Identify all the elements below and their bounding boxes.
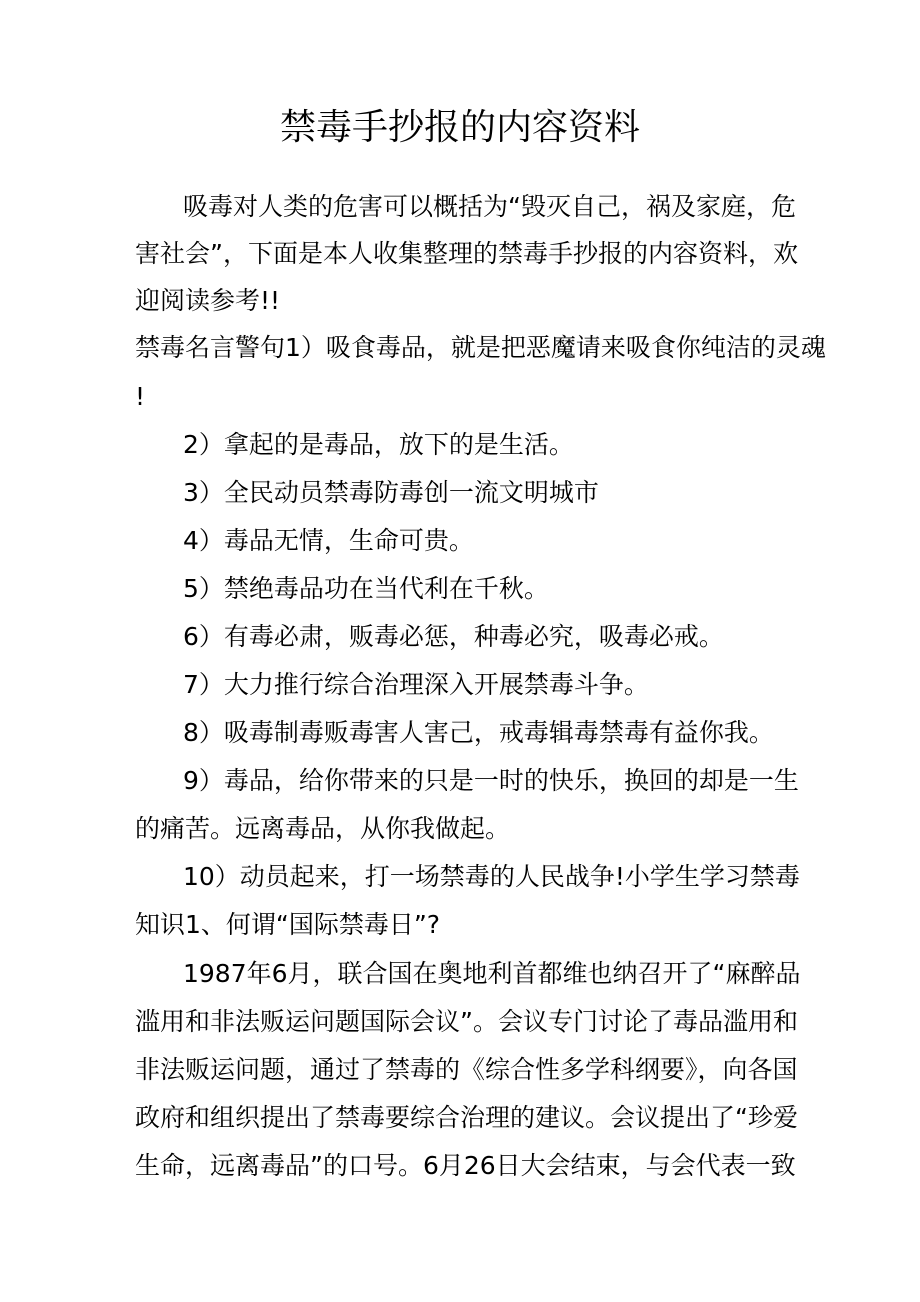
- text-line: 1987年6月，联合国在奥地利首都维也纳召开了“麻醉品: [183, 959, 801, 988]
- text-line: !: [135, 382, 146, 411]
- text-line: 吸毒对人类的危害可以概括为“毁灭自己，祸及家庭，危: [183, 192, 796, 221]
- text-line: 政府和组织提出了禁毒要综合治理的建议。会议提出了“珍爱: [135, 1103, 798, 1132]
- list-item: 9）毒品，给你带来的只是一时的快乐，换回的却是一生: [183, 766, 799, 795]
- list-item: 4）毒品无情，生命可贵。: [183, 526, 474, 555]
- text-line: 非法贩运问题，通过了禁毒的《综合性多学科纲要》，向各国: [135, 1055, 798, 1084]
- document-title: 禁毒手抄报的内容资料: [279, 107, 640, 148]
- list-item: 2）拿起的是毒品，放下的是生活。: [183, 430, 574, 459]
- text-line: 知识1、何谓“国际禁毒日”?: [135, 910, 441, 939]
- text-line: 禁毒名言警句1）吸食毒品，就是把恶魔请来吸食你纯洁的灵魂: [135, 333, 826, 362]
- text-line: 的痛苦。远离毒品，从你我做起。: [135, 814, 511, 843]
- list-item: 7）大力推行综合治理深入开展禁毒斗争。: [183, 670, 649, 699]
- text-line: 生命，远离毒品”的口号。6月26日大会结束，与会代表一致: [135, 1151, 796, 1180]
- text-line: 害社会”，下面是本人收集整理的禁毒手抄报的内容资料，欢: [135, 239, 798, 268]
- list-item: 5）禁绝毒品功在当代利在千秋。: [183, 574, 549, 603]
- list-item: 10）动员起来，打一场禁毒的人民战争!小学生学习禁毒: [183, 862, 800, 891]
- list-item: 8）吸毒制毒贩毒害人害己，戒毒辑毒禁毒有益你我。: [183, 718, 774, 747]
- text-line: 迎阅读参考!!: [135, 286, 281, 315]
- text-line: 滥用和非法贩运问题国际会议”。会议专门讨论了毒品滥用和: [135, 1007, 798, 1036]
- list-item: 6）有毒必肃，贩毒必惩，种毒必究，吸毒必戒。: [183, 622, 724, 651]
- list-item: 3）全民动员禁毒防毒创一流文明城市: [183, 478, 599, 507]
